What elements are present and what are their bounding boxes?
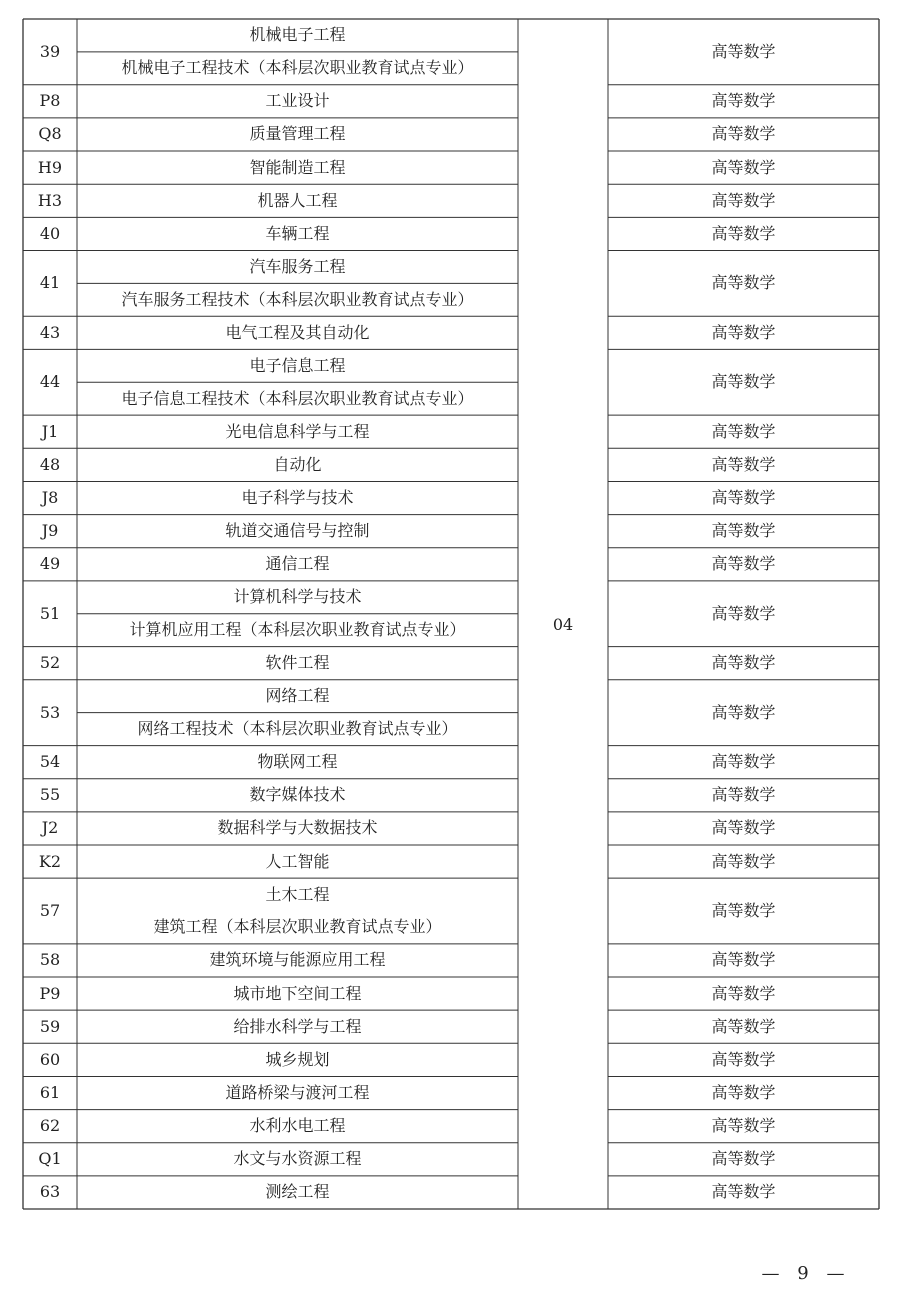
exam-subject: 高等数学: [711, 752, 776, 772]
major-code: 52: [39, 653, 61, 673]
exam-subject: 高等数学: [711, 785, 776, 805]
major-name: 水利水电工程: [249, 1116, 346, 1136]
major-code: J1: [41, 421, 59, 441]
major-name: 建筑工程（本科层次职业教育试点专业）: [153, 917, 442, 937]
exam-subject: 高等数学: [711, 702, 776, 722]
major-name: 轨道交通信号与控制: [225, 521, 370, 541]
exam-subject: 高等数学: [711, 157, 776, 177]
major-name: 电子信息工程技术（本科层次职业教育试点专业）: [121, 388, 474, 408]
major-name: 网络工程: [265, 686, 330, 706]
major-code: 59: [39, 1016, 61, 1036]
major-code: 44: [39, 372, 61, 392]
major-name: 机械电子工程: [249, 25, 346, 45]
exam-subject: 高等数学: [711, 124, 776, 144]
major-name: 软件工程: [265, 653, 330, 673]
exam-subject: 高等数学: [711, 372, 776, 392]
exam-group-code: 04: [552, 615, 574, 634]
major-name: 水文与水资源工程: [233, 1149, 362, 1169]
major-code: P9: [39, 983, 61, 1003]
major-code: 49: [39, 554, 61, 574]
major-code: 63: [39, 1182, 61, 1202]
exam-subject: 高等数学: [711, 322, 776, 342]
major-code: J8: [41, 488, 59, 507]
exam-subject: 高等数学: [711, 818, 776, 838]
major-name: 光电信息科学与工程: [225, 421, 370, 441]
major-code: 54: [39, 752, 61, 772]
major-name: 道路桥梁与渡河工程: [225, 1083, 370, 1102]
major-name: 土木工程: [265, 884, 330, 904]
major-code: 55: [39, 785, 61, 805]
exam-subject: 高等数学: [711, 488, 776, 507]
major-name: 数字媒体技术: [249, 785, 346, 805]
exam-subject: 高等数学: [711, 901, 776, 920]
major-name: 建筑环境与能源应用工程: [209, 950, 386, 970]
major-name: 计算机科学与技术: [233, 587, 362, 607]
major-code: 39: [39, 41, 61, 61]
exam-subject: 高等数学: [711, 223, 776, 243]
major-name: 车辆工程: [265, 223, 330, 243]
exam-subject: 高等数学: [711, 1149, 776, 1169]
major-code: 40: [39, 223, 61, 243]
major-name: 给排水科学与工程: [233, 1016, 362, 1036]
exam-subject: 高等数学: [711, 1016, 776, 1036]
major-name: 机器人工程: [257, 190, 338, 210]
exam-subject: 高等数学: [711, 521, 776, 541]
exam-subject: 高等数学: [711, 421, 776, 441]
major-code: J9: [41, 521, 59, 541]
major-name: 汽车服务工程: [249, 256, 346, 276]
major-code: 57: [39, 901, 61, 920]
major-code: Q1: [38, 1149, 62, 1169]
major-name: 网络工程技术（本科层次职业教育试点专业）: [137, 719, 458, 739]
major-name: 工业设计: [265, 91, 330, 111]
major-code: K2: [38, 851, 62, 871]
major-name: 质量管理工程: [249, 124, 346, 144]
major-name: 电子科学与技术: [241, 488, 354, 507]
exam-subject: 高等数学: [711, 1182, 776, 1202]
exam-subject: 高等数学: [711, 554, 776, 574]
exam-subject: 高等数学: [711, 1116, 776, 1136]
exam-subject: 高等数学: [711, 190, 776, 210]
major-code: 60: [39, 1049, 61, 1069]
major-name: 电子信息工程: [249, 355, 346, 375]
major-name: 汽车服务工程技术（本科层次职业教育试点专业）: [121, 289, 474, 309]
page-number: — 9 —: [761, 1263, 851, 1284]
major-code: 58: [39, 950, 61, 970]
major-code: 53: [39, 702, 61, 722]
exam-subject: 高等数学: [711, 950, 776, 970]
major-code: H9: [37, 157, 63, 177]
major-name: 机械电子工程技术（本科层次职业教育试点专业）: [121, 58, 474, 78]
major-code: 61: [39, 1083, 61, 1102]
major-code: P8: [39, 91, 61, 111]
exam-subject: 高等数学: [711, 1049, 776, 1069]
exam-subject: 高等数学: [711, 851, 776, 871]
exam-subject: 高等数学: [711, 273, 776, 293]
major-name: 自动化: [273, 454, 322, 474]
major-code: 41: [39, 273, 61, 293]
major-code: 62: [39, 1116, 61, 1136]
exam-subject: 高等数学: [711, 1083, 776, 1102]
major-name: 人工智能: [265, 851, 330, 871]
major-code: H3: [37, 190, 63, 210]
exam-subject: 高等数学: [711, 983, 776, 1003]
major-name: 智能制造工程: [249, 157, 346, 177]
major-name: 电气工程及其自动化: [225, 322, 370, 342]
majors-table: [23, 19, 879, 1209]
major-name: 城乡规划: [265, 1049, 330, 1069]
major-name: 数据科学与大数据技术: [217, 818, 378, 838]
major-name: 通信工程: [265, 554, 330, 574]
exam-subject: 高等数学: [711, 603, 776, 623]
major-name: 物联网工程: [257, 752, 338, 772]
exam-subject: 高等数学: [711, 653, 776, 673]
major-name: 计算机应用工程（本科层次职业教育试点专业）: [129, 620, 466, 640]
exam-subject: 高等数学: [711, 454, 776, 474]
major-name: 测绘工程: [265, 1182, 330, 1202]
exam-subject: 高等数学: [711, 41, 776, 61]
major-code: 43: [39, 322, 61, 342]
major-name: 城市地下空间工程: [233, 983, 362, 1003]
major-code: 51: [39, 603, 61, 623]
major-code: J2: [41, 818, 59, 838]
major-code: 48: [39, 454, 61, 474]
major-code: Q8: [38, 124, 62, 144]
exam-subject: 高等数学: [711, 91, 776, 111]
